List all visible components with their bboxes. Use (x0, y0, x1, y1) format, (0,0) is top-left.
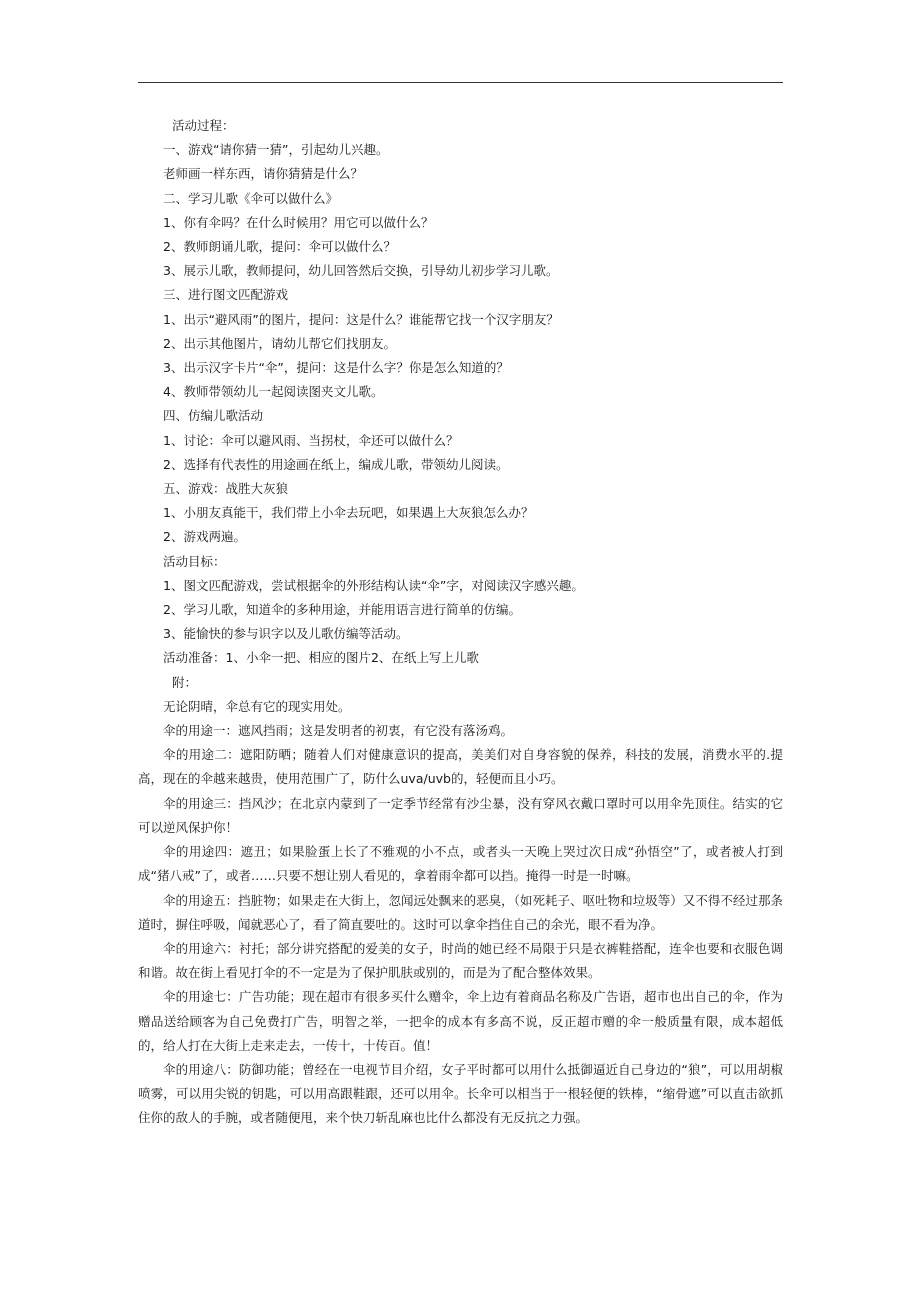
goals-item: 3、能愉快的参与识字以及儿歌仿编等活动。 (163, 626, 409, 642)
use-paragraph: 伞的用途五：挡脏物；如果走在大街上，忽闻远处飘来的恶臭，（如死耗子、呕吐物和垃圾等）又不得不经过那条道时，摒住呼吸，闻就恶心了，看了简直要吐的。这时可以拿伞挡住自己的余光，眼不看为净。 (138, 892, 783, 932)
process-item: 二、学习儿歌《伞可以做什么》 (163, 190, 339, 206)
use-paragraph: 伞的用途六：衬托；部分讲究搭配的爱美的女子，时尚的她已经不局限于只是衣裤鞋搭配，连伞也要和衣服色调和谐。故在街上看见打伞的不一定是为了保护肌肤或别的，而是为了配合整体效果。 (138, 940, 783, 981)
process-item: 3、出示汉字卡片“伞”，提问：这是什么字？你是怎么知道的？ (163, 360, 509, 376)
process-heading: 活动过程： (172, 118, 235, 133)
process-item: 1、你有伞吗？在什么时候用？用它可以做什么？ (163, 214, 434, 230)
process-item: 2、出示其他图片，请幼儿帮它们找朋友。 (163, 335, 396, 351)
use-paragraph: 伞的用途三：挡风沙；在北京内蒙到了一定季节经常有沙尘暴，没有穿风衣戴口罩时可以用伞先顶住。结实的它可以逆风保护你！ (138, 795, 783, 835)
process-item: 老师画一样东西，请你猜猜是什么？ (163, 166, 364, 182)
goals-item: 1、图文匹配游戏，尝试根据伞的外形结构认读“伞”字，对阅读汉字感兴趣。 (163, 577, 584, 593)
process-item: 五、游戏：战胜大灰狼 (163, 481, 289, 497)
document-body (138, 114, 783, 1131)
appendix-intro: 无论阴晴，伞总有它的现实用处。 (163, 698, 351, 714)
appendix-label: 附： (172, 674, 198, 690)
process-item: 4、教师带领幼儿一起阅读图夹文儿歌。 (163, 384, 384, 400)
goals-item: 2、学习儿歌，知道伞的多种用途，并能用语言进行简单的仿编。 (163, 602, 521, 618)
process-item: 2、游戏两遍。 (163, 529, 246, 545)
use-paragraph: 伞的用途四：遮丑；如果脸蛋上长了不雅观的小不点，或者头一天晚上哭过次日成“孙悟空”了，或者被人打到成“猪八戒”了，或者……只要不想让别人看见的，拿着雨伞都可以挡。掩得一时是一时嘛。 (138, 844, 783, 884)
use-paragraph: 伞的用途七：广告功能；现在超市有很多买什么赠伞，伞上边有着商品名称及广告语，超市也出自己的伞，作为赠品送给顾客为自己免费打广告，明智之举，一把伞的成本有多高不说，反正超市赠的伞一般质量有限，成本超低的，给人打在大街上走来走去，一传十，十传百。值！ (138, 989, 783, 1053)
process-item: 1、小朋友真能干，我们带上小伞去玩吧，如果遇上大灰狼怎么办？ (163, 505, 534, 521)
goals-heading: 活动目标： (163, 553, 226, 569)
process-item: 一、游戏“请你猜一猜”，引起幼儿兴趣。 (163, 142, 389, 158)
process-item: 三、进行图文匹配游戏 (163, 287, 289, 303)
preparation-line: 活动准备：1、小伞一把、相应的图片2、在纸上写上儿歌 (163, 650, 479, 666)
appendix-intro: 伞的用途一：遮风挡雨；这是发明者的初衷，有它没有落汤鸡。 (163, 723, 514, 739)
use-paragraph: 伞的用途二：遮阳防晒；随着人们对健康意识的提高，美美们对自身容貌的保养，科技的发展，消费水平的.提高，现在的伞越来越贵，使用范围广了，防什么uva/uvb的，轻便而且小巧。 (138, 747, 783, 787)
process-item: 1、讨论：伞可以避风雨、当拐杖，伞还可以做什么？ (163, 432, 459, 448)
header-rule (138, 82, 783, 83)
process-item: 2、教师朗诵儿歌，提问：伞可以做什么？ (163, 239, 396, 255)
use-paragraph: 伞的用途八：防御功能；曾经在一电视节目介绍，女子平时都可以用什么抵御逼近自己身边的“狼”，可以用胡椒喷雾，可以用尖锐的钥匙，可以用高跟鞋跟，还可以用伞。长伞可以相当于一根轻便的铁棒，“缩骨遮”可以直击欲抓住你的敌人的手腕，或者随便甩，来个快刀斩乱麻也比什么都没有无反抗之力强。 (138, 1061, 783, 1126)
process-item: 3、展示儿歌，教师提问，幼儿回答然后交换，引导幼儿初步学习儿歌。 (163, 263, 559, 279)
process-item: 1、出示“避风雨”的图片，提问：这是什么？谁能帮它找一个汉字朋友？ (163, 311, 559, 327)
process-item: 四、仿编儿歌活动 (163, 408, 264, 424)
process-item: 2、选择有代表性的用途画在纸上，编成儿歌，带领幼儿阅读。 (163, 456, 509, 472)
